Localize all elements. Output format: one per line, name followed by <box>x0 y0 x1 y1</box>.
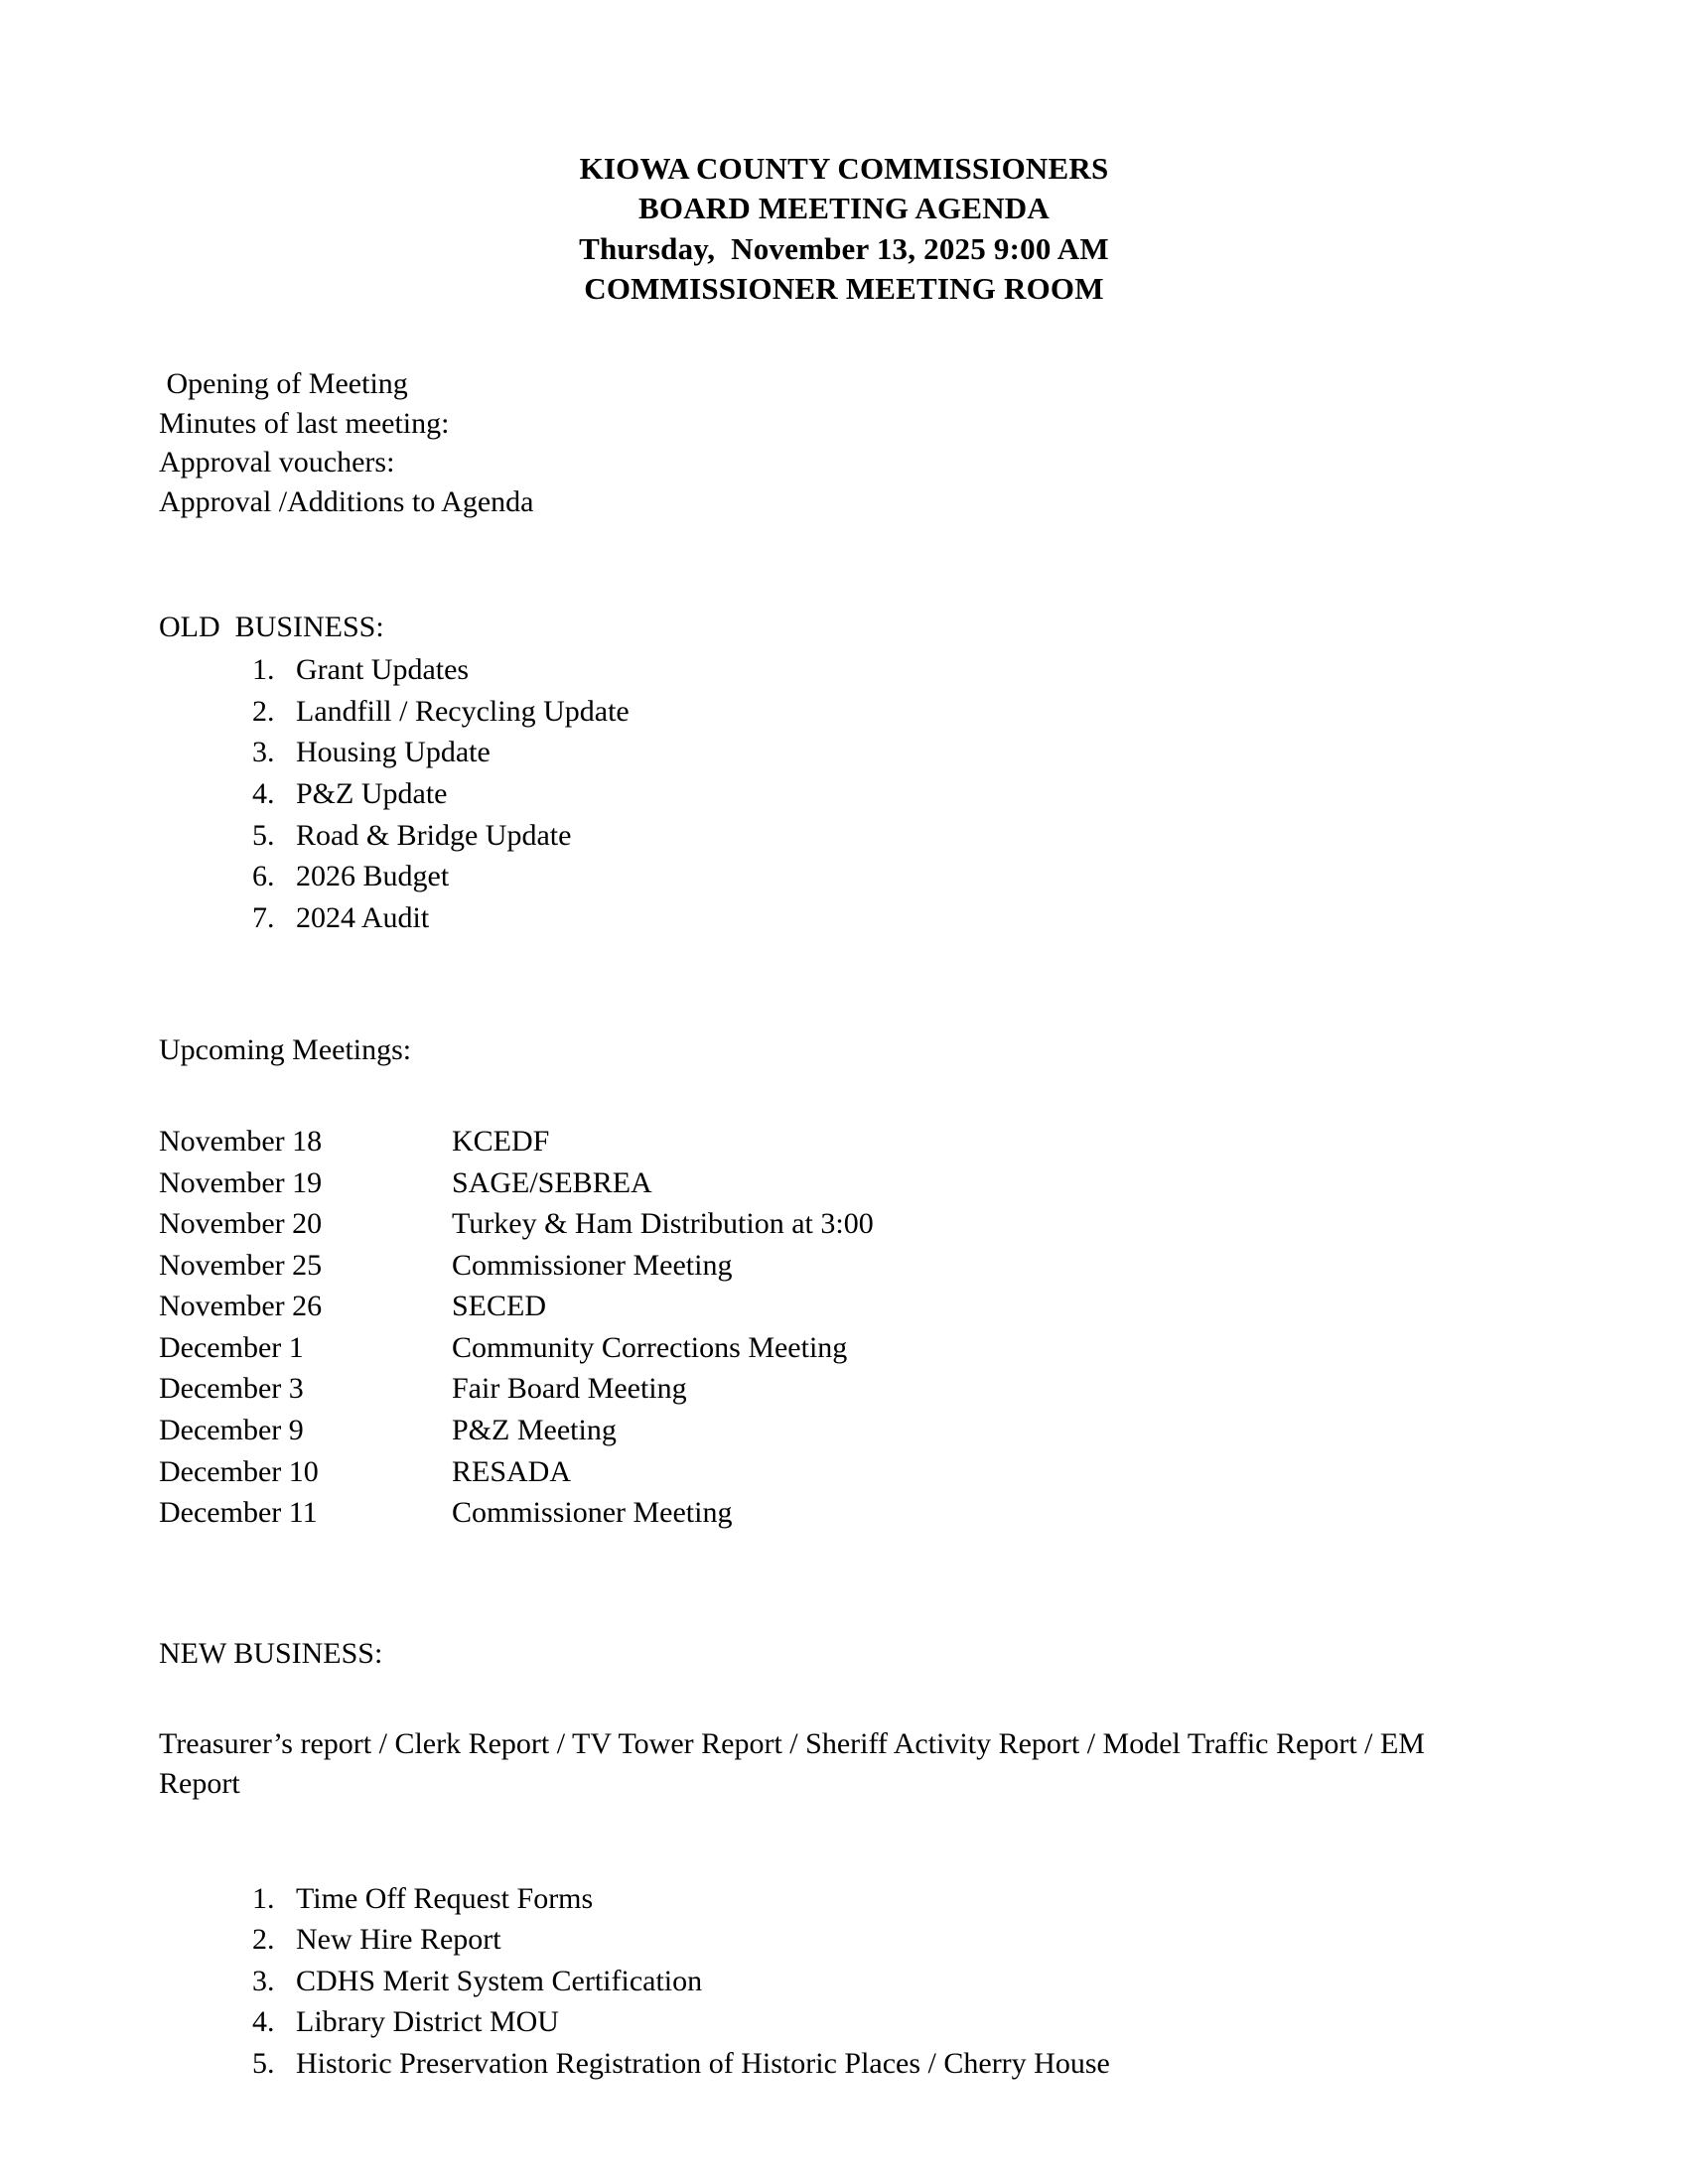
list-item: 3. Housing Update <box>282 733 1529 772</box>
meeting-event: SECED <box>452 1290 547 1323</box>
meeting-event: KCEDF <box>452 1124 550 1158</box>
meeting-event: Commissioner Meeting <box>452 1496 733 1530</box>
table-row <box>159 1452 874 1494</box>
meeting-date: December 10 <box>159 1454 319 1488</box>
list-item: 5. Road & Bridge Update <box>282 816 1529 856</box>
header-line-datetime: Thursday, November 13, 2025 9:00 AM <box>579 230 1109 266</box>
meeting-date: December 3 <box>159 1372 304 1406</box>
upcoming-meetings-table <box>159 1122 874 1535</box>
reports-paragraph: Treasurer’s report / Clerk Report / TV Tower Report / Sheriff Activity Report / Model Traffic Report / EM Report <box>159 1727 1425 1801</box>
table-row <box>159 1246 874 1288</box>
table-row <box>159 1328 874 1370</box>
meeting-date: December 1 <box>159 1330 304 1364</box>
opening-item-opening-of-meeting: Opening of Meeting <box>159 367 408 401</box>
meeting-event: RESADA <box>452 1454 572 1488</box>
list-item: 2. Landfill / Recycling Update <box>282 692 1529 732</box>
meeting-event: Fair Board Meeting <box>452 1372 687 1406</box>
table-row <box>159 1122 874 1163</box>
meeting-date: December 9 <box>159 1414 304 1447</box>
meeting-event: SAGE/SEBREA <box>452 1165 652 1199</box>
old-business-list <box>159 650 1529 937</box>
meeting-event: Commissioner Meeting <box>452 1248 733 1282</box>
new-business-heading: NEW BUSINESS: <box>159 1636 383 1670</box>
list-item: 5. Historic Preservation Registration of Historic Places / Cherry House <box>282 2044 1529 2084</box>
header-line-title: BOARD MEETING AGENDA <box>638 191 1050 226</box>
meeting-date: November 19 <box>159 1165 323 1199</box>
meeting-date: November 20 <box>159 1207 323 1241</box>
opening-items <box>159 364 1529 521</box>
list-item: 1. Time Off Request Forms <box>282 1879 1529 1919</box>
table-row <box>159 1204 874 1246</box>
meeting-event: Community Corrections Meeting <box>452 1330 848 1364</box>
list-item: 6. 2026 Budget <box>282 857 1529 896</box>
table-row <box>159 1411 874 1452</box>
meeting-event: Turkey & Ham Distribution at 3:00 <box>452 1207 874 1241</box>
list-item: 1. Grant Updates <box>282 650 1529 690</box>
meeting-date: November 26 <box>159 1290 323 1323</box>
list-item: 4. P&Z Update <box>282 774 1529 814</box>
meeting-event: P&Z Meeting <box>452 1414 617 1447</box>
table-row <box>159 1287 874 1328</box>
list-item: 2. New Hire Report <box>282 1920 1529 1960</box>
opening-item-minutes: Minutes of last meeting: <box>159 406 450 440</box>
upcoming-meetings-heading: Upcoming Meetings: <box>159 1033 412 1067</box>
old-business-heading: OLD BUSINESS: <box>159 610 384 643</box>
table-row <box>159 1163 874 1205</box>
meeting-date: December 11 <box>159 1496 318 1530</box>
header-line-location: COMMISSIONER MEETING ROOM <box>584 270 1104 306</box>
header-line-organization: KIOWA COUNTY COMMISSIONERS <box>579 151 1109 186</box>
list-item: 7. 2024 Audit <box>282 898 1529 938</box>
table-row <box>159 1493 874 1535</box>
new-business-list <box>159 1879 1529 2084</box>
table-row <box>159 1369 874 1411</box>
opening-item-vouchers: Approval vouchers: <box>159 446 395 479</box>
list-item: 4. Library District MOU <box>282 2002 1529 2042</box>
opening-item-agenda-additions: Approval /Additions to Agenda <box>159 484 534 518</box>
meeting-date: November 25 <box>159 1248 323 1282</box>
list-item: 3. CDHS Merit System Certification <box>282 1962 1529 2001</box>
meeting-date: November 18 <box>159 1124 323 1158</box>
document-header <box>159 149 1529 309</box>
